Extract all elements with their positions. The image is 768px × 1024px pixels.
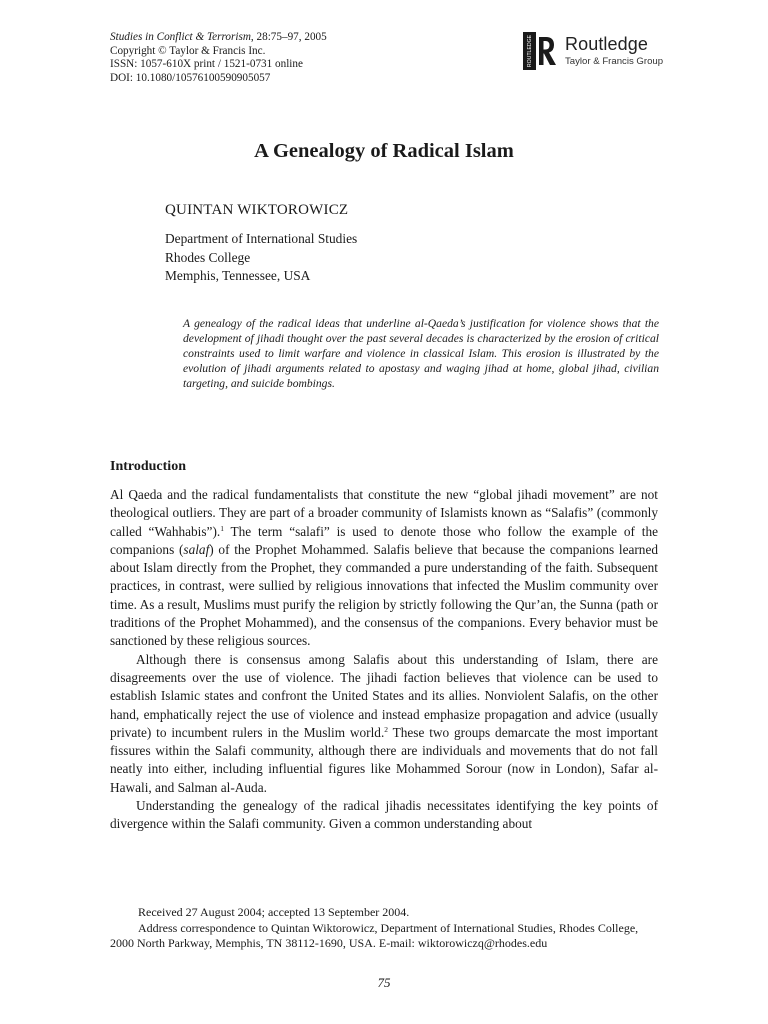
journal-citation (110, 31, 327, 45)
affiliation-line: Rhodes College (165, 249, 251, 265)
logo-tagline: Taylor & Francis Group (565, 56, 664, 67)
paragraph: Understanding the genealogy of the radical jihadis necessitates identifying the key points of divergence within the Salafi community. Given a common understanding about (110, 798, 658, 832)
footnote-ref[interactable]: 1 (220, 523, 224, 533)
paragraph (110, 486, 658, 651)
paragraph-text: The term “salafi” is used to denote those who follow the example of the companions ( (110, 523, 658, 557)
article-title: A Genealogy of Radical Islam (254, 140, 514, 162)
affiliation-line: Department of International Studies (165, 231, 358, 246)
author-affiliation (165, 230, 357, 286)
journal-issn: ISSN: 1057-610X print / 1521-0731 online (110, 58, 303, 70)
journal-meta (110, 31, 327, 85)
paragraph-text: Al Qaeda and the radical fundamentalists that constitute the new “global jihadi movement” are not theological outliers. They are part of a broader community of Islamists known as “Salafis” (commonly called “Wahhabis”). (110, 487, 658, 539)
paragraph-text: These two groups demarcate the most important fissures within the Salafi community, although there are individuals and movements that do not fall neatly into either, including influential figures like Mohammed Sorour (now in London), Safar al-Hawali, and Salman al-Auda. (110, 724, 658, 795)
journal-doi: DOI: 10.1080/10576100590905057 (110, 71, 271, 84)
section-heading: Introduction (110, 459, 186, 474)
journal-name: Studies in Conflict & Terrorism (110, 31, 251, 43)
logo-name: Routledge (565, 34, 648, 54)
affiliation-line: Memphis, Tennessee, USA (165, 268, 311, 283)
paragraph-text: Although there is consensus among Salafis about this understanding of Islam, there are disagreements over the use of violence. The jihadi faction believes that violence can be used to establish Islamic states and confront the United States and its allies. Nonviolent Salafis, on the other hand, emphatically reject the use of violence and instead emphasize propagation and advice (usually private) to incumbent rulers in the Muslim world. (110, 651, 658, 740)
article-author: QUINTAN WIKTOROWICZ (165, 202, 349, 218)
page-number: 75 (377, 975, 391, 990)
paragraph-text: ) of the Prophet Mohammed. Salafis believe that because the companions learned about Islam directly from the Prophet, they commanded a pure understanding of the faith. Subsequent practices, in contrast, were sullied by religious innovations that infected the Muslim community over time. As a result, Muslims must purify the religion by strictly following the Qur’an, the Sunna (path or traditions of the Prophet Mohammed), and the consensus of the companions. Every behavior must be sanctioned by these religious sources. (110, 541, 658, 649)
journal-copyright: Copyright © Taylor & Francis Inc. (110, 44, 266, 57)
correspondence-address: Address correspondence to Quintan Wiktorowicz, Department of International Studies, Rhodes College, 2000 North Parkway, Memphis, TN 38112-1690, USA. E-mail: wiktorowiczq@rhodes.edu (110, 920, 639, 950)
first-page-footnote (110, 905, 660, 952)
paragraph (110, 651, 658, 797)
article-abstract: A genealogy of the radical ideas that underline al-Qaeda’s justification for violence shows that the development of jihadi thought over the past several decades is characterized by the erosion of critical constraints used to limit warfare and violence in classical Islam. This erosion is illustrated by the evolution of jihadi arguments related to apostasy and waging jihad at home, global jihad, civilian targeting, and suicide bombings. (183, 317, 659, 390)
journal-volume-pages: , 28:75–97, 2005 (250, 31, 327, 43)
logo-vertical-text: ROUTLEDGE (526, 34, 533, 68)
footnote-ref[interactable]: 2 (384, 724, 389, 734)
italic-term: salaf (183, 541, 210, 557)
routledge-logo-icon (522, 31, 562, 71)
received-date: Received 27 August 2004; accepted 13 September 2004. (138, 905, 410, 919)
body-text (110, 486, 658, 834)
routledge-logo (522, 31, 662, 71)
